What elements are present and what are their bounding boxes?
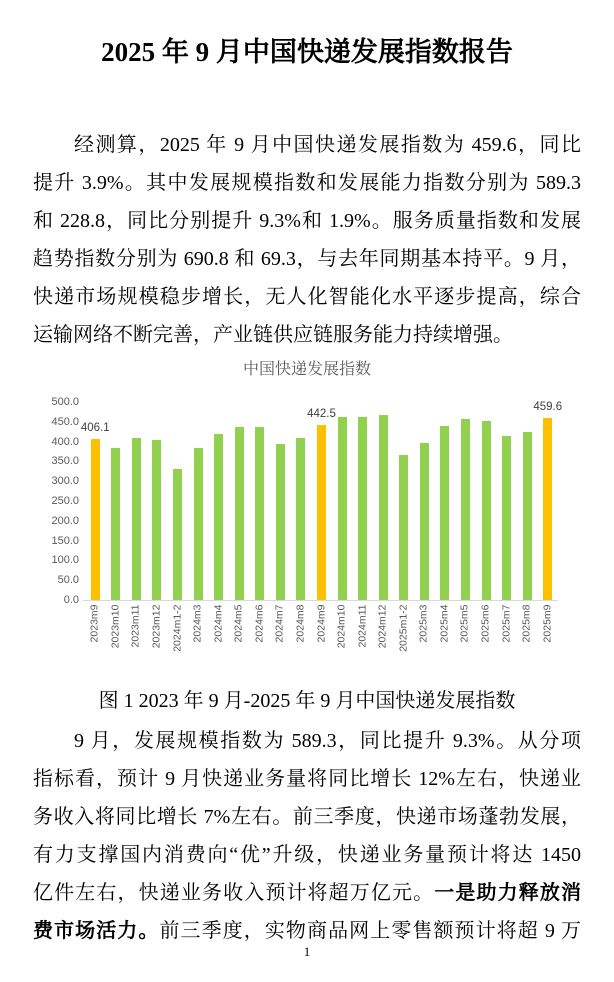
y-axis-tick-label: 400.0 (51, 435, 79, 448)
x-axis-tick-label: 2025m4 (438, 604, 451, 643)
x-axis-tick-label: 2023m10 (109, 604, 122, 649)
y-axis-tick-label: 200.0 (51, 514, 79, 527)
chart-bar (276, 444, 285, 600)
y-axis-tick-label: 100.0 (51, 554, 79, 567)
x-axis-tick-label: 2024m7 (273, 604, 286, 643)
x-axis-tick-label: 2025m3 (417, 604, 430, 643)
y-axis-tick-label: 50.0 (57, 574, 79, 587)
y-axis-tick-label: 500.0 (51, 396, 79, 408)
paragraph-1-line: 提升 3.9%。其中发展规模指数和发展能力指数分别为 589.3 (33, 172, 581, 194)
paragraph-2-bold-text: 费市场活力。 (33, 920, 160, 942)
chart-bar (420, 443, 429, 600)
chart-bar (132, 438, 141, 600)
x-axis-tick-label: 2024m11 (356, 604, 369, 648)
chart-bar (111, 448, 120, 600)
x-axis-tick-label: 2023m9 (88, 604, 101, 643)
paragraph-1-line: 经测算，2025 年 9 月中国快递发展指数为 459.6，同比 (74, 134, 581, 156)
chart-bar (235, 427, 244, 600)
x-axis-tick-label: 2023m12 (150, 604, 163, 649)
chart-bar (502, 436, 511, 600)
x-axis-tick-label: 2025m7 (500, 604, 513, 643)
paragraph-2-text: 亿件左右，快递业务收入预计将超万亿元。 (33, 882, 435, 904)
x-axis-tick-label: 2025m1-2 (397, 604, 410, 652)
y-axis-tick-label: 150.0 (51, 534, 79, 547)
figure-caption: 图 1 2023 年 9 月-2025 年 9 月中国快递发展指数 (98, 690, 516, 712)
chart-bar (296, 438, 305, 600)
chart-bar (152, 440, 161, 600)
x-axis-tick-label: 2025m8 (520, 604, 533, 643)
chart-bar (358, 417, 367, 600)
x-axis-tick-label: 2024m12 (376, 604, 389, 649)
chart-bar (194, 448, 203, 600)
chart-bar (379, 415, 388, 600)
x-axis-tick-label: 2024m1-2 (171, 604, 184, 652)
bar-data-label: 459.6 (533, 400, 563, 413)
y-axis-tick-label: 300.0 (51, 475, 79, 488)
y-axis-tick-label: 350.0 (51, 455, 79, 468)
chart-bar (214, 434, 223, 600)
chart-bar (482, 421, 491, 600)
paragraph-1 (33, 126, 581, 354)
paragraph-1-line: 和 228.8，同比分别提升 9.3%和 1.9%。服务质量指数和发展 (33, 210, 581, 232)
x-axis-tick-label: 2024m3 (191, 604, 204, 643)
paragraph-2-bold-text: 一是助力释放消 (434, 882, 582, 904)
paragraph-2-line: 9 月，发展规模指数为 589.3，同比提升 9.3%。从分项 (74, 730, 581, 752)
y-axis-tick-label: 250.0 (51, 495, 79, 507)
paragraph-1-line: 运输网络不断完善，产业链供应链服务能力持续增强。 (33, 324, 513, 346)
paragraph-2-line: 务收入将同比增长 7%左右。前三季度，快递市场蓬勃发展， (33, 806, 581, 828)
x-axis-line (83, 600, 558, 601)
y-axis-tick-label: 450.0 (51, 415, 79, 428)
x-axis-tick-label: 2024m4 (212, 604, 225, 643)
paragraph-2-text: 前三季度，实物商品网上零售额预计将超 9 万 (159, 920, 582, 942)
paragraph-2-line: 指标看，预计 9 月快递业务量将同比增长 12%左右，快递业 (33, 768, 581, 790)
chart-bar (461, 419, 470, 600)
x-axis-tick-label: 2024m8 (294, 604, 307, 643)
chart-title: 中国快递发展指数 (242, 361, 371, 378)
x-axis-tick-label: 2024m9 (315, 604, 327, 643)
chart-bar (543, 418, 552, 600)
x-axis-tick-label: 2023m11 (129, 604, 142, 648)
paragraph-2-line: 有力支撑国内消费向“优”升级，快递业务量预计将达 1450 (33, 844, 581, 866)
page-title: 2025 年 9 月中国快递发展指数报告 (101, 37, 513, 67)
chart-bar (338, 417, 347, 600)
x-axis-tick-label: 2024m6 (253, 604, 266, 643)
chart-bar (91, 439, 100, 600)
chart-bar (440, 426, 449, 600)
chart-bar (523, 432, 532, 600)
express-index-bar-chart (33, 356, 581, 676)
paragraph-2-line (33, 874, 581, 912)
bar-data-label: 442.5 (307, 407, 336, 420)
x-axis-tick-label: 2025m6 (479, 604, 492, 643)
x-axis-tick-label: 2024m5 (232, 604, 245, 643)
x-axis-tick-label: 2025m5 (458, 604, 471, 643)
page-number: 1 (303, 944, 311, 959)
chart-bar (317, 425, 326, 600)
paragraph-1-line: 快递市场规模稳步增长，无人化智能化水平逐步提高，综合 (33, 286, 581, 308)
paragraph-1-line: 趋势指数分别为 690.8 和 69.3，与去年同期基本持平。9 月， (33, 248, 581, 270)
chart-bar (173, 469, 182, 600)
chart-bar (255, 427, 264, 600)
x-axis-tick-label: 2025m9 (541, 604, 554, 643)
paragraph-2 (33, 722, 581, 950)
chart-bar (399, 455, 408, 600)
y-axis-tick-label: 0.0 (63, 594, 79, 606)
bar-data-label: 406.1 (80, 422, 110, 435)
x-axis-tick-label: 2024m10 (335, 604, 348, 649)
